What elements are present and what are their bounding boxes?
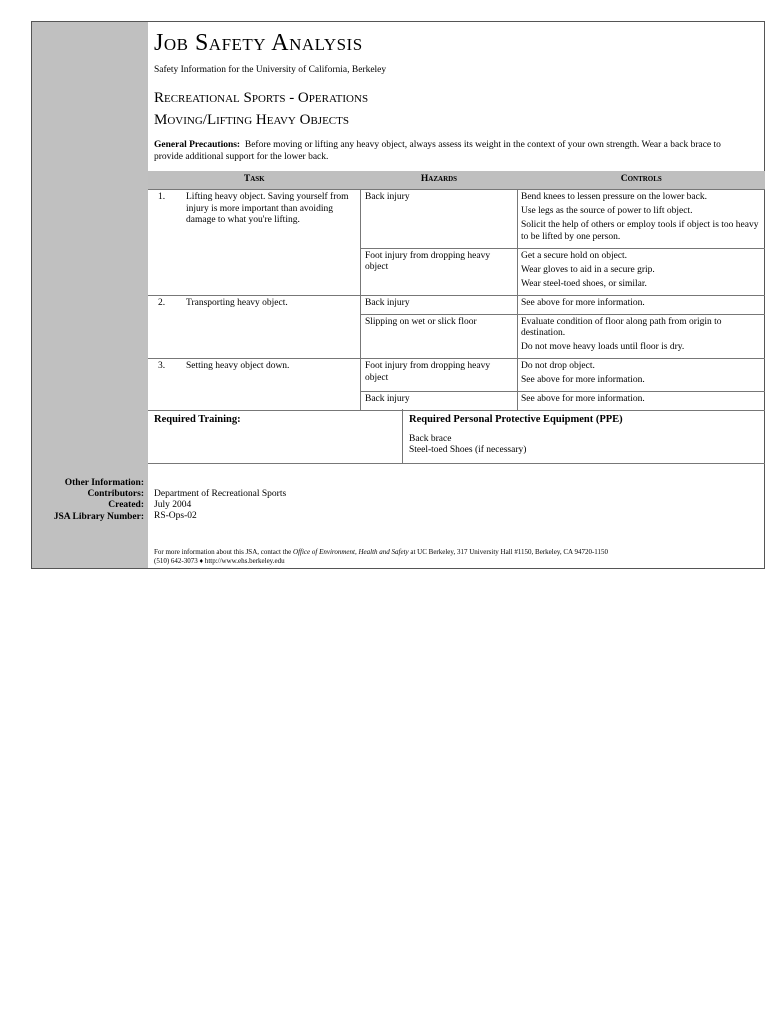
control-item: Wear steel-toed shoes, or similar. — [521, 278, 647, 289]
task-text: Setting heavy object down. — [186, 361, 290, 371]
task-cell — [148, 295, 361, 359]
task-cell — [148, 190, 361, 296]
general-precautions-label: General Precautions: — [154, 140, 241, 150]
task-number: 2. — [158, 297, 166, 308]
control-item: Do not drop object. — [521, 361, 595, 371]
control-item: Use legs as the source of power to lift object. — [521, 206, 693, 216]
required-ppe-label: Required Personal Protective Equipment (PPE) — [409, 414, 623, 425]
section-heading-topic: Moving/Lifting Heavy Objects — [154, 112, 349, 128]
task-number: 1. — [158, 192, 166, 202]
page-title: Job Safety Analysis — [154, 30, 363, 56]
footer-phone-web: (510) 642-3073 ♦ http://www.ehs.berkeley.edu — [154, 557, 285, 565]
controls-cell — [518, 314, 766, 359]
control-item: Solicit the help of others or employ tools if object is too heavy to be lifted by one person. — [521, 220, 759, 242]
control-item: Evaluate condition of floor along path from origin to destination. — [521, 316, 722, 338]
task-text: Transporting heavy object. — [186, 297, 288, 308]
footer-suffix: at UC Berkeley, 317 University Hall #1150, Berkeley, CA 94720-1150 — [408, 548, 609, 556]
contributors-label: Contributors: — [87, 489, 144, 500]
task-number: 3. — [158, 361, 166, 371]
control-item: Wear gloves to aid in a secure grip. — [521, 264, 655, 275]
task-text: Lifting heavy object. Saving yourself from injury is more important than avoiding damage to what you're lifting. — [186, 192, 349, 225]
hazard-cell: Back injury — [361, 190, 518, 249]
general-precautions — [154, 139, 752, 163]
hazard-cell: Foot injury from dropping heavy object — [361, 359, 518, 392]
other-info-values — [154, 489, 286, 523]
jsa-document — [31, 21, 765, 569]
footer-office-link: Office of Environment, Health and Safety — [293, 548, 409, 556]
created-value: July 2004 — [154, 500, 192, 511]
controls-cell — [518, 392, 766, 411]
control-item: Bend knees to lessen pressure on the lower back. — [521, 192, 707, 202]
jsa-library-number-label: JSA Library Number: — [53, 511, 144, 522]
other-information-label: Other Information: — [64, 478, 144, 488]
page-subtitle: Safety Information for the University of California, Berkeley — [154, 65, 387, 75]
jsa-table — [148, 171, 765, 411]
control-item: See above for more information. — [521, 297, 645, 308]
control-item: Get a secure hold on object. — [521, 250, 628, 261]
table-header-row — [148, 171, 765, 190]
control-item: Do not move heavy loads until floor is dry. — [521, 342, 685, 352]
header-hazards: Hazards — [361, 171, 518, 190]
hazard-cell: Foot injury from dropping heavy object — [361, 248, 518, 295]
general-precautions-text: Before moving or lifting any heavy object, always assess its weight in the context of your own strength. Wear a back brace to provide additional support for the lower back. — [154, 140, 721, 162]
hazard-cell: Slipping on wet or slick floor — [361, 314, 518, 359]
footer-prefix: For more information about this JSA, contact the — [154, 548, 294, 556]
controls-cell — [518, 359, 766, 392]
control-item: See above for more information. — [521, 394, 645, 404]
hazard-cell: Back injury — [361, 295, 518, 314]
jsa-library-number-value: RS-Ops-02 — [154, 511, 197, 522]
required-section — [148, 409, 765, 464]
control-item: See above for more information. — [521, 375, 645, 385]
task-cell — [148, 359, 361, 411]
created-label: Created: — [108, 500, 144, 511]
required-training-label: Required Training: — [154, 414, 241, 425]
table-row — [148, 190, 765, 249]
controls-cell — [518, 190, 766, 249]
required-ppe — [409, 414, 623, 457]
ppe-item: Steel-toed Shoes (if necessary) — [409, 445, 527, 455]
ppe-item: Back brace — [409, 433, 452, 444]
other-info-labels — [54, 478, 144, 523]
required-training — [148, 409, 403, 463]
main-content — [148, 22, 764, 568]
footer-contact — [154, 548, 608, 566]
controls-cell — [518, 295, 766, 314]
table-row — [148, 359, 765, 392]
table-row — [148, 295, 765, 314]
section-heading-department: Recreational Sports - Operations — [154, 90, 369, 106]
contributors-value: Department of Recreational Sports — [154, 489, 287, 499]
header-task: Task — [148, 171, 361, 190]
header-controls: Controls — [518, 171, 766, 190]
hazard-cell: Back injury — [361, 392, 518, 411]
left-sidebar — [32, 22, 148, 568]
controls-cell — [518, 248, 766, 295]
